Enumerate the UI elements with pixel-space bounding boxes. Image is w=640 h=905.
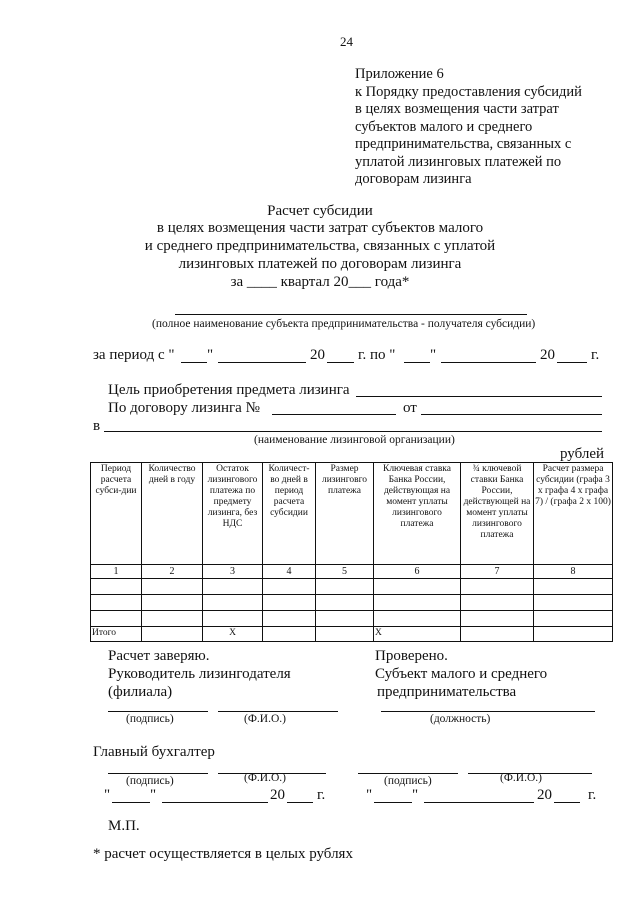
table-row[interactable] [91, 611, 613, 627]
table-header-cell: Размер лизинговго платежа [316, 463, 374, 565]
checked-label: Проверено. [375, 648, 448, 664]
doc-title-line: за ____ квартал 20___ года* [230, 274, 410, 290]
doc-title-line: и среднего предпринимательства, связанных с уплатой [144, 238, 496, 254]
doc-title: Расчет субсидии [267, 203, 373, 219]
table-cell[interactable] [203, 611, 263, 627]
page-number: 24 [340, 34, 353, 49]
date-quote: " [150, 787, 157, 803]
table-row[interactable] [91, 579, 613, 595]
date-day-line[interactable] [374, 802, 412, 803]
column-number: 3 [203, 565, 263, 579]
date-year-line[interactable] [287, 802, 313, 803]
accountant-label: Главный бухгалтер [93, 744, 215, 760]
period-year-to-line[interactable] [557, 362, 587, 363]
column-number: 1 [91, 565, 142, 579]
right-signature-line[interactable] [358, 773, 458, 774]
date-g: г. [317, 787, 326, 803]
table-cell[interactable] [461, 595, 534, 611]
table-cell[interactable] [316, 627, 374, 642]
total-label: Итого [91, 627, 142, 642]
table-cell[interactable] [263, 579, 316, 595]
date-year: 20 [270, 787, 285, 803]
position-line[interactable] [381, 711, 595, 712]
date-quote: " [104, 787, 111, 803]
table-header-cell: Остаток лизингового платежа по предмету лизинга, без НДС [203, 463, 263, 565]
x-mark: Х [203, 627, 263, 642]
accountant-signature-caption: (подпись) [126, 775, 174, 787]
purpose-label: Цель приобретения предмета лизинга [108, 382, 350, 398]
date-day-line[interactable] [112, 802, 150, 803]
appendix-line: уплатой лизинговых платежей по [355, 153, 562, 170]
table-cell[interactable] [142, 611, 203, 627]
appendix-block [355, 66, 625, 189]
appendix-line: предпринимательства, связанных с [355, 136, 572, 152]
table-cell[interactable] [534, 627, 613, 642]
currency-label: рублей [560, 446, 605, 462]
table-cell[interactable] [534, 611, 613, 627]
subject-caption: (полное наименование субъекта предпринимательства - получателя субсидии) [152, 318, 536, 330]
period-quote: " [430, 347, 437, 363]
table-header-cell: Ключевая ставка Банка России, действующая на момент уплаты лизингового платежа [374, 463, 461, 565]
table-cell[interactable] [461, 579, 534, 595]
fio-caption: (Ф.И.О.) [244, 713, 286, 725]
table-cell[interactable] [316, 611, 374, 627]
period-end: г. [591, 347, 600, 363]
column-number: 6 [374, 565, 461, 579]
appendix-line: субъектов малого и среднего [355, 118, 533, 135]
certified-label: Расчет заверяю. [108, 648, 210, 664]
period-year-from-line[interactable] [327, 362, 354, 363]
subject-label-2: предпринимательства [377, 684, 517, 700]
table-cell[interactable] [461, 611, 534, 627]
period-year-to: 20 [540, 347, 555, 363]
period-day-from[interactable] [181, 362, 207, 363]
signature-line[interactable] [108, 711, 208, 712]
table-header-cell: Период расчета субси-дии [91, 463, 142, 565]
table-header-row [91, 463, 613, 565]
subsidy-table [90, 462, 613, 642]
right-signature-caption: (подпись) [384, 775, 432, 787]
contract-label: По договору лизинга № [108, 400, 260, 416]
subject-name-line[interactable] [175, 314, 527, 315]
date-quote: " [412, 787, 419, 803]
table-cell[interactable] [316, 579, 374, 595]
date-year: 20 [537, 787, 552, 803]
table-header-cell: Количество дней в году [142, 463, 203, 565]
footnote: * расчет осуществляется в целых рублях [93, 846, 353, 862]
table-cell[interactable] [91, 579, 142, 595]
column-number: 5 [316, 565, 374, 579]
table-cell[interactable] [263, 611, 316, 627]
column-number: 4 [263, 565, 316, 579]
appendix-line: договорам лизинга [355, 171, 472, 187]
table-cell[interactable] [91, 595, 142, 611]
doc-title-line: в целях возмещения части затрат субъектов малого [156, 220, 484, 236]
table-number-row [91, 565, 613, 579]
accountant-fio-caption: (Ф.И.О.) [244, 772, 286, 784]
table-row[interactable] [91, 595, 613, 611]
head-label: Руководитель лизингодателя [108, 666, 291, 682]
fio-line[interactable] [218, 711, 338, 712]
branch-label: (филиала) [108, 684, 173, 700]
date-month-line[interactable] [424, 802, 534, 803]
right-fio-caption: (Ф.И.О.) [500, 772, 542, 784]
table-header-cell: Расчет размера субсидии (графа 3 х графа 4 х графа 7) / (графа 2 х 100) [534, 463, 613, 565]
lessor-caption: (наименование лизинговой организации) [254, 434, 455, 446]
date-month-line[interactable] [162, 802, 268, 803]
table-cell[interactable] [374, 611, 461, 627]
date-quote: " [366, 787, 373, 803]
table-cell[interactable] [203, 579, 263, 595]
table-total-row [91, 627, 613, 642]
table-cell[interactable] [142, 627, 203, 642]
table-cell[interactable] [91, 611, 142, 627]
appendix-line: в целях возмещения части затрат [355, 101, 559, 117]
contract-number-line[interactable] [272, 414, 396, 415]
purpose-line[interactable] [356, 396, 602, 397]
column-number: 8 [534, 565, 613, 579]
table-cell[interactable] [142, 579, 203, 595]
table-cell[interactable] [534, 595, 613, 611]
appendix-line: к Порядку предоставления субсидий [355, 83, 582, 100]
period-month-from[interactable] [218, 362, 306, 363]
contract-from-label: от [403, 400, 417, 416]
table-cell[interactable] [263, 595, 316, 611]
period-prefix: за период с " [93, 347, 175, 363]
table-header-cell: Количест-во дней в период расчета субсидии [263, 463, 316, 565]
period-quote: " [207, 347, 214, 363]
column-number: 7 [461, 565, 534, 579]
table-cell[interactable] [374, 595, 461, 611]
date-g: г. [588, 787, 597, 803]
date-year-line[interactable] [554, 802, 580, 803]
column-number: 2 [142, 565, 203, 579]
table-cell[interactable] [263, 627, 316, 642]
table-cell[interactable] [203, 595, 263, 611]
in-label: в [93, 418, 101, 434]
doc-title-line: лизинговых платежей по договорам лизинга [178, 256, 462, 272]
contract-date-line[interactable] [421, 414, 602, 415]
table-cell[interactable] [142, 595, 203, 611]
period-year-from: 20 [310, 347, 325, 363]
appendix-line: Приложение 6 [355, 66, 444, 82]
stamp-label: М.П. [108, 818, 140, 834]
period-day-to[interactable] [404, 362, 430, 363]
table-cell[interactable] [534, 579, 613, 595]
table-header-cell: ¾ ключевой ставки Банка России, действующей на момент уплаты лизингового платежа [461, 463, 534, 565]
table-cell[interactable] [374, 579, 461, 595]
table-cell[interactable] [316, 595, 374, 611]
signature-caption: (подпись) [126, 713, 174, 725]
x-mark: Х [374, 627, 461, 642]
lessor-line[interactable] [104, 431, 602, 432]
table-cell[interactable] [461, 627, 534, 642]
period-to: г. по " [358, 347, 396, 363]
subject-label: Субъект малого и среднего [375, 666, 548, 682]
period-month-to[interactable] [441, 362, 536, 363]
accountant-signature-line[interactable] [108, 773, 208, 774]
position-caption: (должность) [430, 713, 491, 725]
